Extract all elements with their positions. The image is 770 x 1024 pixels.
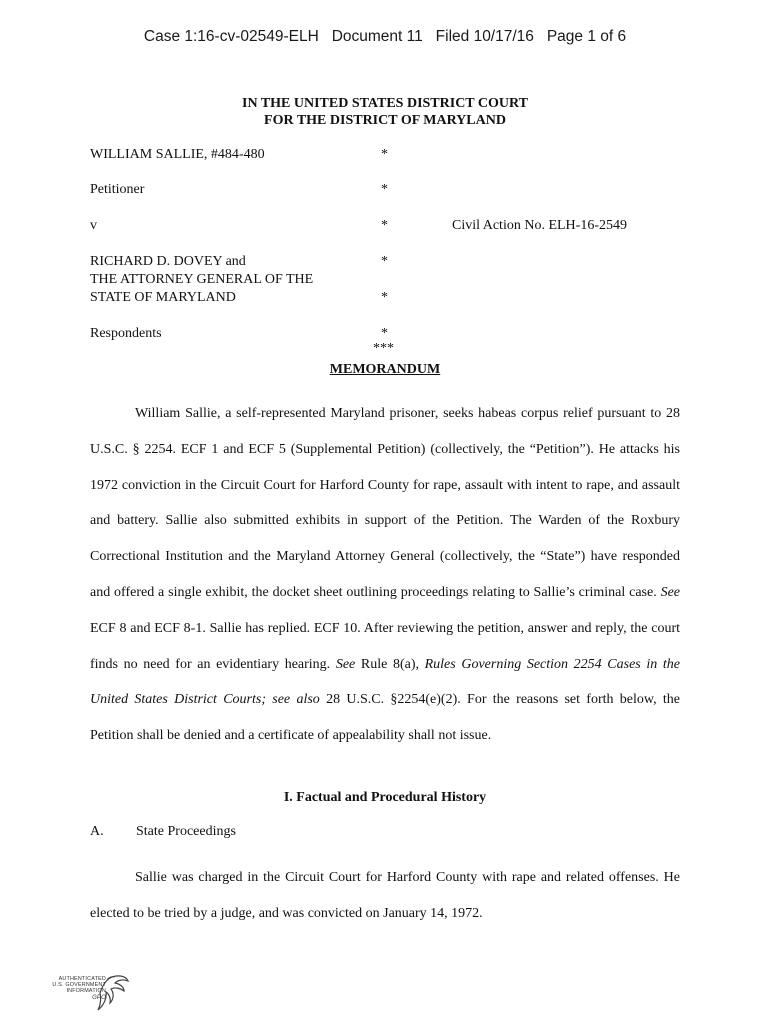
court-title	[0, 95, 770, 129]
court-title-line2: FOR THE DISTRICT OF MARYLAND	[264, 113, 506, 128]
versus: v	[90, 218, 97, 233]
eagle-icon	[44, 972, 130, 1016]
caption-star: *	[381, 218, 388, 233]
caption-star: *	[381, 254, 388, 269]
caption-star: *	[381, 182, 388, 197]
memorandum-title: MEMORANDUM	[329, 362, 441, 377]
paragraph-text: ECF 8 and ECF 8-1. Sallie has replied. ECF 10. After reviewing the petition, answer and reply, the court finds no need for an evidentiary hearing.	[90, 620, 680, 672]
respondent-role: Respondents	[90, 326, 162, 341]
caption-separator: ***	[373, 341, 394, 356]
paragraph-text: William Sallie, a self-represented Maryland prisoner, seeks habeas corpus relief pursuant to 28 U.S.C. § 2254. ECF 1 and ECF 5 (Supplemental Petition) (collectively, the “Petition”). He attacks his 1972 conviction in the Circuit Court for Harford County for rape, assault with intent to rape, and assault and battery. Sallie also submitted exhibits in support of the Petition. The Warden of the Roxbury Correctional Institution and the Maryland Attorney General (collectively, the “State”) have responded and offered a single exhibit, the docket sheet outlining proceedings relating to Sallie’s criminal case.	[90, 406, 680, 600]
paragraph-text: Rule 8(a),	[355, 656, 425, 672]
respondent-line2: THE ATTORNEY GENERAL OF THE	[90, 272, 314, 287]
petitioner-name: WILLIAM SALLIE, #484-480	[90, 147, 265, 162]
paragraph-text: 28 U.S.C. §2254(e)(2). For the reasons set forth below, the Petition shall be denied and a certificate of appealability shall not issue.	[90, 692, 680, 744]
civil-action-number: Civil Action No. ELH-16-2549	[452, 218, 627, 233]
subsection-letter: A.	[90, 824, 104, 839]
filing-header: Case 1:16-cv-02549-ELH Document 11 Filed 10/17/16 Page 1 of 6	[143, 28, 627, 45]
seal-line: GPO	[92, 994, 106, 1001]
caption-star: *	[381, 326, 388, 341]
petitioner-role: Petitioner	[90, 182, 145, 197]
body-paragraph: Sallie was charged in the Circuit Court for Harford County with rape and related offenses. He elected to be tried by a judge, and was convicted on January 14, 1972.	[90, 870, 680, 921]
subsection-title: State Proceedings	[136, 824, 236, 839]
caption-star: *	[381, 290, 388, 305]
respondent-line3: STATE OF MARYLAND	[90, 290, 236, 305]
respondent-line1: RICHARD D. DOVEY and	[90, 254, 246, 269]
seal-line: U.S. GOVERNMENT	[52, 982, 106, 989]
section-heading: I. Factual and Procedural History	[283, 790, 487, 805]
rules-citation: Rules Governing Section 2254 Cases in the United States District Courts; see also	[90, 656, 680, 708]
body-paragraph	[90, 396, 680, 754]
citation-signal: See	[335, 656, 356, 672]
gpo-authentication-seal	[44, 972, 130, 1016]
seal-line: INFORMATION	[66, 988, 106, 995]
subsection-heading	[90, 824, 236, 840]
citation-signal: See	[660, 584, 680, 600]
caption-star: *	[381, 147, 388, 162]
seal-line: AUTHENTICATED	[58, 976, 106, 982]
court-title-line1: IN THE UNITED STATES DISTRICT COURT	[242, 96, 528, 111]
